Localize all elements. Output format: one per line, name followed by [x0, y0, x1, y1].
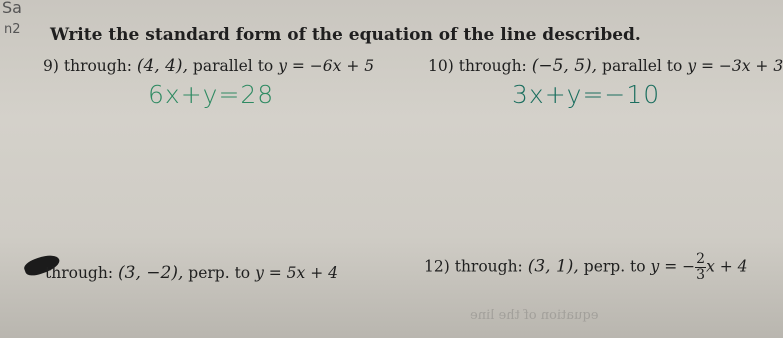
problem-number: 10) [428, 57, 454, 75]
equation: y = −6x + 5 [278, 57, 375, 75]
margin-scribble: Sa [2, 0, 22, 17]
relation-label: parallel to [602, 57, 683, 75]
problem-10 [428, 56, 783, 76]
relation-label: perp. to [583, 257, 646, 276]
through-label: through: [454, 257, 523, 276]
point: (−5, 5), [531, 56, 598, 76]
through-label: through: [45, 264, 114, 282]
relation-label: parallel to [192, 57, 274, 75]
margin-mark: n2 [4, 22, 21, 37]
through-label: through: [63, 57, 132, 75]
problem-number: 12) [424, 257, 450, 276]
point: (3, −2), [118, 263, 184, 283]
handwritten-answer-9: 6x+y=28 [148, 80, 275, 109]
through-label: through: [458, 57, 527, 75]
problem-number: 9) [43, 57, 59, 75]
handwritten-answer-10: 3x+y=−10 [512, 80, 661, 109]
equation-suffix: x + 4 [706, 257, 748, 276]
equation-prefix: y = − [650, 257, 696, 276]
fraction [695, 252, 706, 283]
directions-heading: Write the standard form of the equation of the line described. [50, 25, 641, 45]
equation: y = −3x + 3 [687, 57, 783, 75]
problem-12 [424, 252, 748, 283]
fraction-numerator: 2 [696, 251, 706, 267]
point: (3, 1), [527, 256, 579, 277]
bleed-through-text: equation of the line [470, 308, 599, 323]
point: (4, 4), [136, 56, 188, 76]
equation: y = 5x + 4 [255, 264, 338, 282]
relation-label: perp. to [188, 264, 251, 282]
fraction-denominator: 3 [696, 267, 706, 283]
problem-9 [43, 56, 374, 76]
problem-11 [45, 263, 338, 283]
